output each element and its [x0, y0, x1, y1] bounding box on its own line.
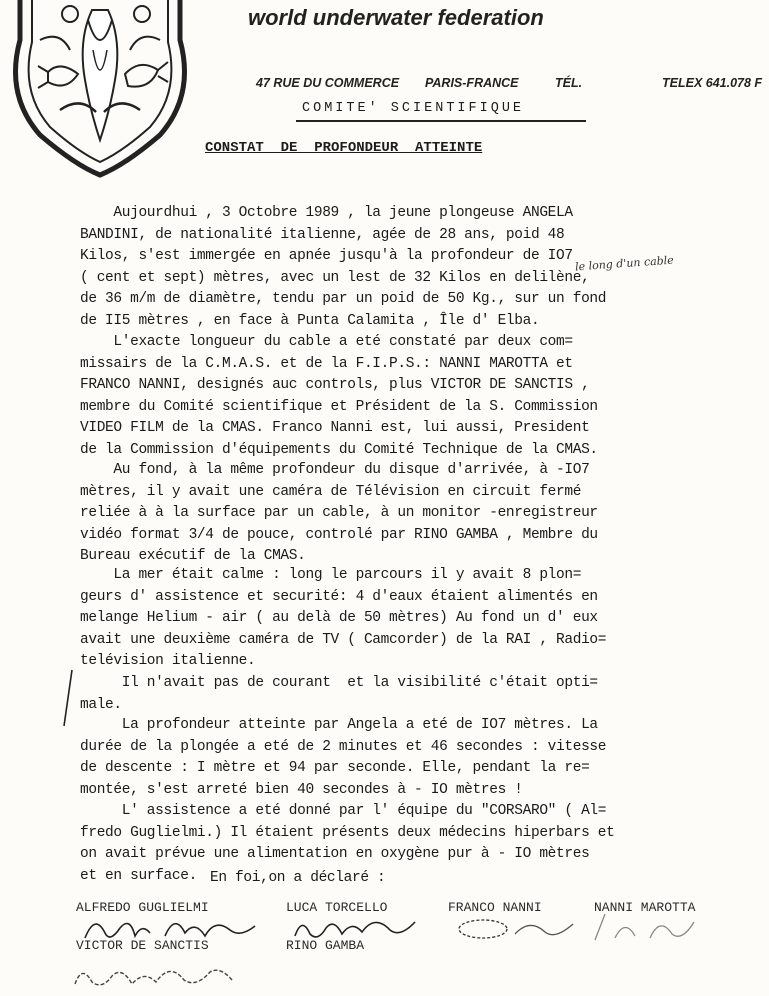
federation-name: world underwater federation [248, 5, 544, 30]
paragraph-3: Au fond, à la même profondeur du disque d'arrivée, à -IO7 mètres, il y avait une caméra de Télévision en circuit fermé reliée à à la surface par un cable, à un monitor -enregistreur vidéo format 3/4 de pouce, controlé par RINO GAMBA , Membre du Bureau exécutif de la CMAS. [80, 462, 598, 564]
closing-declaration: En foi,on a déclaré : [210, 870, 386, 886]
signature-franco-nanni [455, 912, 585, 946]
paragraph-5: Il n'avait pas de courant et la visibilité c'était opti= male. [80, 675, 598, 713]
signature-torcello [290, 908, 440, 948]
address-street: 47 RUE DU COMMERCE [256, 76, 400, 90]
signatory-guglielmi: ALFREDO GUGLIELMI [76, 900, 209, 915]
committee-underline [296, 120, 586, 122]
document-title: CONSTAT DE PROFONDEUR ATTEINTE [205, 140, 483, 156]
signatory-marotta: NANNI MAROTTA [594, 900, 696, 915]
signature-guglielmi [80, 908, 280, 948]
committee-heading: COMITE' SCIENTIFIQUE [302, 101, 525, 116]
signature-de-sanctis [70, 958, 240, 994]
paragraph-1: Aujourdhui , 3 Octobre 1989 , la jeune plongeuse ANGELA BANDINI, de nationalité italienne, agée de 28 ans, poid 48 Kilos, s'est immergée en apnée jusqu'à la profondeur de IO7 ( cent et sept) mètres, avec un lest de 32 Kilos en delilène, de 36 m/m de diamètre, tendu par un poid de 50 Kg., sur un fond de II5 mètres , en face à Punta Calamita , Île d' Elba. [80, 205, 607, 329]
paragraph-2: L'exacte longueur du cable a eté constaté par deux com= missairs de la C.M.A.S. et de la F.I.P.S.: NANNI MAROTTA et FRANCO NANNI, designés auc controls, plus VICTOR DE SANCTIS , membre du Comité scientifique et Président de la S. Commission VIDEO FILM de la CMAS. Franco Nanni est, lui aussi, President de la Commission d'équipements du Comité Technique de la CMAS. [80, 334, 598, 458]
paragraph-4: La mer était calme : long le parcours il y avait 8 plon= geurs d' assistence et securité: 4 d'eaux étaient alimentés en melange Helium - air ( au delà de 50 mètres) Au fond un d' eux avait une deuxième caméra de TV ( Camcorder) de la RAI , Radio= telévision italienne. [80, 567, 607, 669]
signature-marotta [590, 908, 700, 948]
telex-number: TELEX 641.078 F [662, 76, 763, 90]
signatory-franco-nanni: FRANCO NANNI [448, 900, 542, 915]
handwritten-annotation: le long d'un cable [574, 253, 675, 274]
address-city: PARIS-FRANCE [425, 76, 519, 90]
cmas-emblem-logo [0, 0, 200, 178]
phone-label: TÉL. [555, 76, 583, 90]
margin-pen-mark [58, 668, 78, 728]
paragraph-6: La profondeur atteinte par Angela a eté de IO7 mètres. La durée de la plongée a eté de 2 minutes et 46 secondes : vitesse de descente : I mètre et 94 par seconde. Elle, pendant la re= montée, s'est arreté bien 40 secondes à - IO mètres ! L' assistence a eté donné par l' équipe du "CORSARO" ( Al= fredo Guglielmi.) Il étaient présents deux médecins hiperbars et on avait prévue une alimentation en oxygène pur à - IO mètres et en surface. [80, 717, 615, 884]
signatory-gamba: RINO GAMBA [286, 938, 365, 953]
signatory-de-sanctis: VICTOR DE SANCTIS [76, 938, 209, 953]
signatory-torcello: LUCA TORCELLO [286, 900, 388, 915]
